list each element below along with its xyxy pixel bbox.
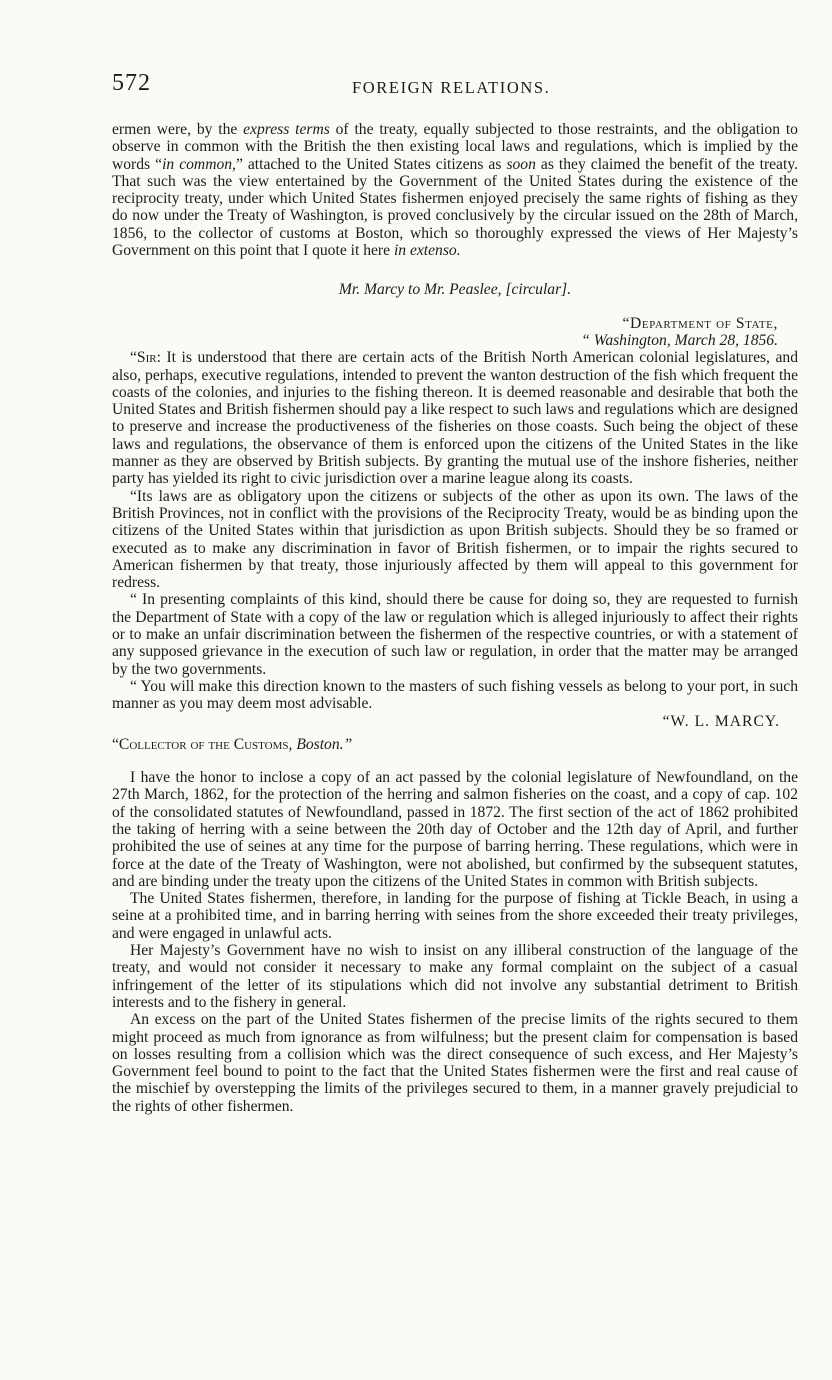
opening-emphasis-1: express terms — [243, 121, 330, 138]
running-head: FOREIGN RELATIONS. — [352, 78, 551, 97]
addressee-role: “Collector of the Customs, — [112, 735, 293, 753]
opening-paragraph — [112, 121, 798, 259]
letter-signature: “W. L. MARCY. — [662, 712, 780, 730]
body-paragraph-1: I have the honor to inclose a copy of an act passed by the colonial legislature of Newfoundland, on the 27th March, 1862, for the protection of the herring and salmon fisheries on the coast, and a copy of cap. 102 of the consolidated statutes of Newfoundland, passed in 1872. The first section of the act of 1862 prohibited the taking of herring with a seine between the 20th day of October and the 12th day of April, and further prohibited the use of seines at any time for the purpose of barring herring. These regulations, which were in force at the date of the Treaty of Washington, were not abolished, but confirmed by the subsequent statutes, and are binding under the treaty upon the citizens of the United States in common with British subjects. — [112, 769, 798, 890]
opening-text-3: ” attached to the United States citizens as — [235, 155, 507, 173]
letter-title: Mr. Marcy to Mr. Peaslee, [circular]. — [338, 281, 572, 299]
opening-emphasis-4: in extenso. — [393, 242, 461, 260]
opening-text-1: ermen were, by the — [112, 121, 244, 138]
letter-paragraph-1-text: It is understood that there are certain acts of the British North American colonial legislatures, and also, perhaps, executive regulations, intended to prevent the wanton destruction of the fish which frequent the coasts of the colonies, and injuries to the fishing thereon. It is deemed reasonable and desirable that both the United States and British fishermen should pay a like respect to such laws and regulations which are designed to preserve and increase the productiveness of the fisheries on those coasts. Such being the object of these laws and regulations, the observance of them is enforced upon the citizens of the United States in the like manner as they are observed by British subjects. By granting the mutual use of the inshore fisheries, neither party has yielded its right to civic jurisdiction over a marine league along its coasts. — [112, 349, 798, 488]
letter-addressee — [112, 736, 798, 753]
letter-paragraph-3: “ In presenting complaints of this kind, should there be cause for doing so, they are requested to furnish the Department of State with a copy of the law or regulation which is alleged injuriously to affect their rights or to make an unfair discrimination between the fishermen of the respective countries, or with a statement of any supposed grievance in the execution of such law or regulation, in order that the matter may be arranged by the two governments. — [112, 591, 798, 678]
page-header — [112, 70, 798, 104]
opening-text-4: as they claimed the benefit of the treaty. That such was the view entertained by the Government of the United States during the existence of the reciprocity treaty, under which United States fishermen enjoyed precisely the same rights of fishing as they do now under the Treaty of Washington, is proved conclusively by the circular issued on the 28th of March, 1856, to the collector of customs at Boston, which so thoroughly expressed the views of Her Majesty’s Government on this point that I quote it here — [112, 155, 798, 260]
body-paragraph-2: The United States fishermen, therefore, in landing for the purpose of fishing at Tickle Beach, in using a seine at a prohibited time, and in barring herring with seines from the shore exceeded their treaty privileges, and were engaged in unlawful acts. — [112, 890, 798, 942]
letter-paragraph-2: “Its laws are as obligatory upon the citizens or subjects of the other as upon its own. The laws of the British Provinces, not in conflict with the provisions of the Reciprocity Treaty, would be as binding upon the citizens of the United States within that jurisdiction as upon British subjects. Should they be so framed or executed as to make any discrimination in favor of British fishermen, or to impair the rights secured to American fishermen by that treaty, those injuriously affected by them will appeal to this government for redress. — [112, 487, 798, 592]
letter-paragraph-1 — [112, 349, 798, 487]
opening-text-2: of the treaty, equally subjected to those restraints, and the obligation to observe in common with the British the then existing local laws and regulations, which is implied by the words “ — [112, 121, 798, 173]
opening-emphasis-2: in common, — [162, 155, 236, 173]
letter-date: “ Washington, March 28, 1856. — [581, 331, 778, 349]
letter-dateline — [112, 315, 798, 350]
page-number: 572 — [112, 70, 151, 96]
body-text — [112, 121, 798, 1115]
body-paragraph-4: An excess on the part of the United States fishermen of the precise limits of the rights secured to them might proceed as much from ignorance as from wilfulness; but the present claim for compensation is based on losses resulting from a collision which was the direct consequence of such excess, and Her Majesty’s Government feel bound to point to the fact that the United States fishermen were the first and real cause of the mischief by overstepping the limits of the privileges secured to them, in a manner gravely prejudicial to the rights of other fishermen. — [112, 1011, 798, 1115]
letter-department: “Department of State, — [622, 314, 778, 332]
letter-salutation: “Sir: — [130, 349, 161, 367]
body-paragraph-3: Her Majesty’s Government have no wish to insist on any illiberal construction of the language of the treaty, and would not consider it necessary to make any formal complaint on the subject of a casual infringement of the letter of its stipulations which did not involve any substantial detriment to British interests and to the fishery in general. — [112, 942, 798, 1011]
addressee-place: Boston.” — [292, 735, 353, 753]
opening-emphasis-3: soon — [506, 155, 536, 173]
letter-paragraph-4: “ You will make this direction known to the masters of such fishing vessels as belong to your port, in such manner as you may deem most advisable. — [112, 677, 798, 713]
